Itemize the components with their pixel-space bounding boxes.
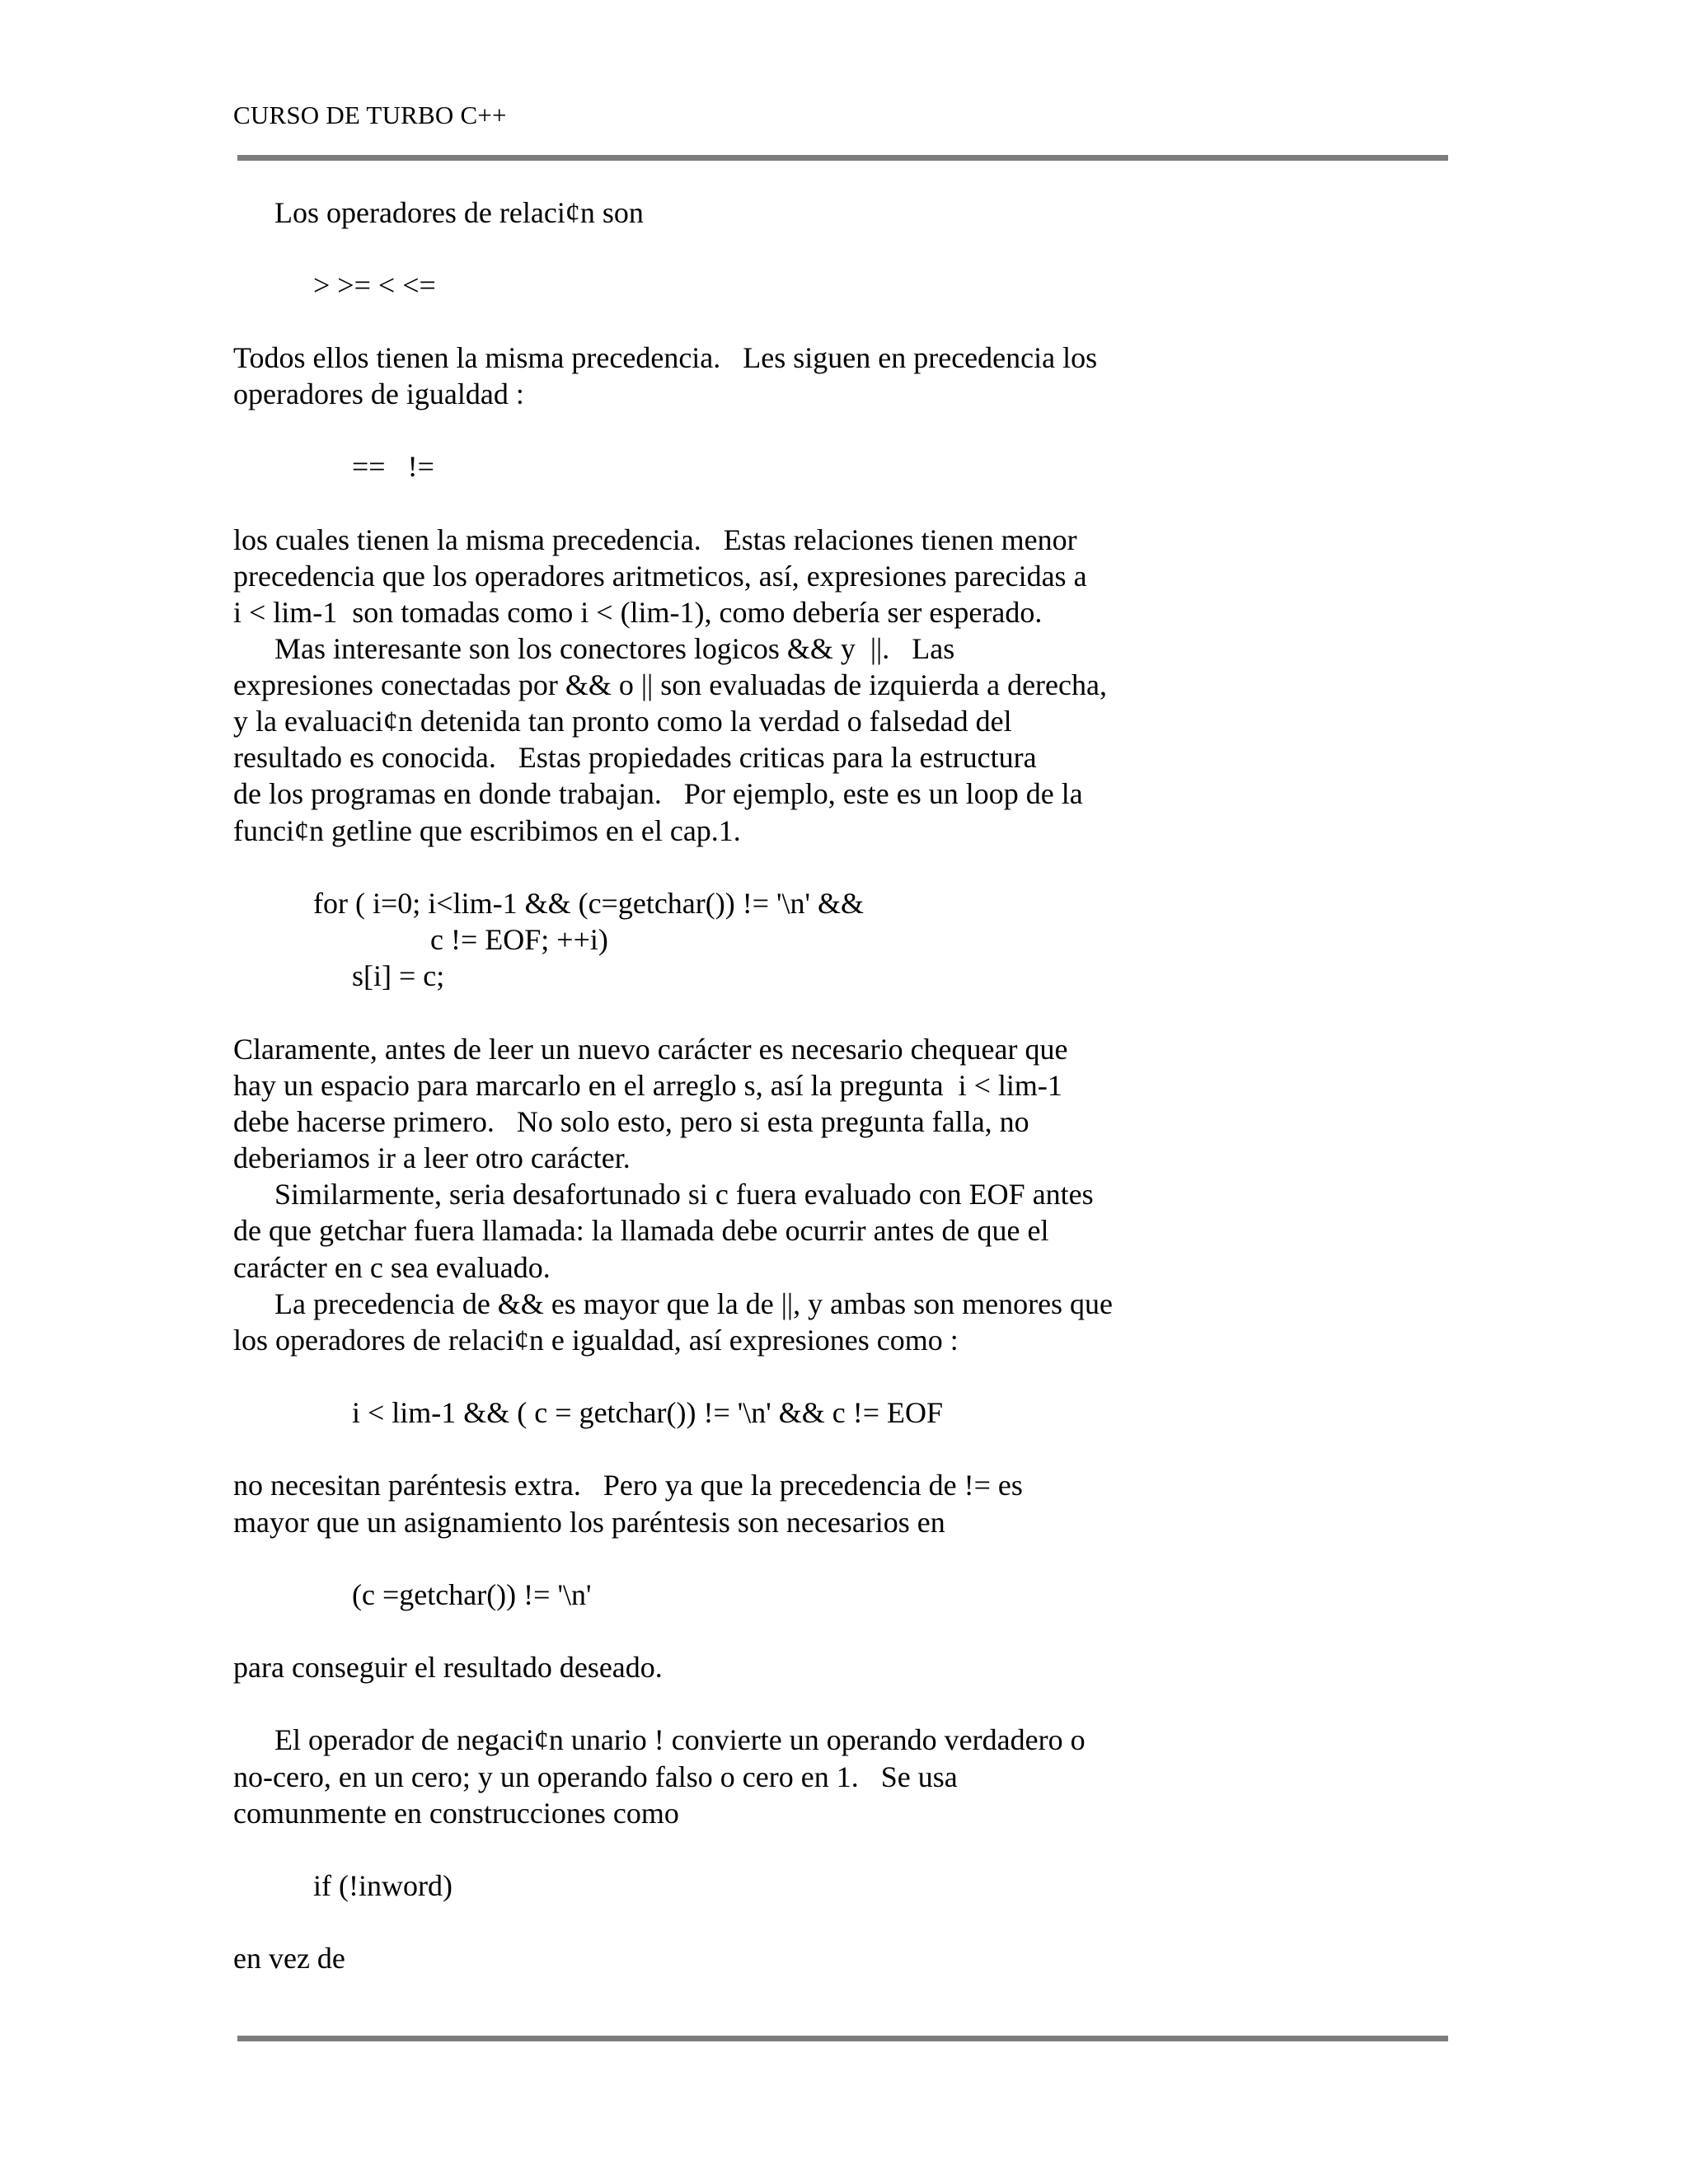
text-line: funci¢n getline que escribimos en el cap.1. [233,814,741,847]
text-line: de los programas en donde trabajan. Por ejemplo, este es un loop de la [233,777,1083,810]
text-line: Mas interesante son los conectores logicos && y ||. Las [274,632,955,665]
text-line: en vez de [233,1942,345,1975]
code-line: for ( i=0; i<lim-1 && (c=getchar()) != '\n' && [313,887,865,920]
text-line: operadores de igualdad : [233,377,524,410]
text-line: Los operadores de relaci¢n son [274,196,644,229]
code-line: if (!inword) [313,1869,452,1902]
text-line: y la evaluaci¢n detenida tan pronto como la verdad o falsedad del [233,705,1012,738]
text-line: deberiamos ir a leer otro carácter. [233,1141,631,1174]
text-line: i < lim-1 son tomadas como i < (lim-1), como debería ser esperado. [233,596,1043,629]
footer-rule [237,2036,1448,2041]
text-line: los operadores de relaci¢n e igualdad, así expresiones como : [233,1324,959,1357]
text-line: Similarmente, seria desafortunado si c fuera evaluado con EOF antes [274,1178,1094,1211]
running-header: CURSO DE TURBO C++ [233,101,507,129]
text-line: resultado es conocida. Estas propiedades criticas para la estructura [233,741,1037,774]
text-line: no necesitan paréntesis extra. Pero ya que la precedencia de != es [233,1469,1023,1502]
code-line: c != EOF; ++i) [430,923,608,956]
text-line: para conseguir el resultado deseado. [233,1651,663,1684]
text-line: precedencia que los operadores aritmeticos, así, expresiones parecidas a [233,560,1087,593]
text-line: expresiones conectadas por && o || son evaluadas de izquierda a derecha, [233,668,1107,701]
header-rule [237,155,1448,161]
text-line: de que getchar fuera llamada: la llamada debe ocurrir antes de que el [233,1214,1049,1247]
operator-list: == != [352,450,434,483]
code-line: s[i] = c; [352,959,445,992]
text-line: Todos ellos tienen la misma precedencia. Les siguen en precedencia los [233,341,1098,374]
text-line: El operador de negaci¢n unario ! convierte un operando verdadero o [274,1723,1085,1756]
text-line: comunmente en construcciones como [233,1797,679,1830]
operator-list: > >= < <= [313,269,436,302]
code-line: (c =getchar()) != '\n' [352,1578,592,1611]
text-line: carácter en c sea evaluado. [233,1251,551,1284]
text-line: hay un espacio para marcarlo en el arreglo s, así la pregunta i < lim-1 [233,1069,1062,1102]
text-line: no-cero, en un cero; y un operando falso o cero en 1. Se usa [233,1760,958,1793]
text-line: mayor que un asignamiento los paréntesis son necesarios en [233,1506,945,1539]
text-line: debe hacerse primero. No solo esto, pero si esta pregunta falla, no [233,1105,1029,1138]
text-line: La precedencia de && es mayor que la de ||, y ambas son menores que [274,1287,1114,1320]
code-line: i < lim-1 && ( c = getchar()) != '\n' && c != EOF [352,1396,944,1429]
text-line: los cuales tienen la misma precedencia. Estas relaciones tienen menor [233,523,1077,556]
text-line: Claramente, antes de leer un nuevo carácter es necesario chequear que [233,1033,1068,1066]
